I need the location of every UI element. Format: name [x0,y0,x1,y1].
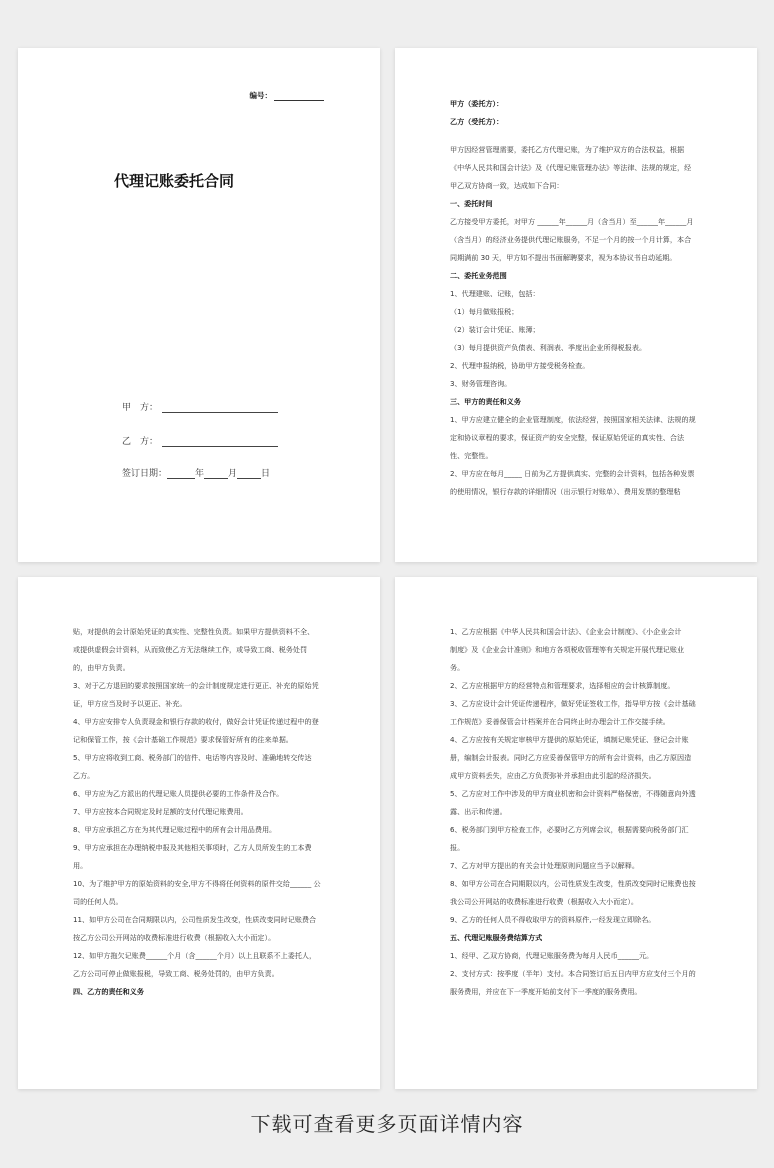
text-line: 记和保管工作，按《会计基础工作规范》要求保管好所有的往来单据。 [73,735,293,744]
text-line: 的，由甲方负责。 [73,663,130,672]
text-line: 的使用情况，银行存款的详细情况（出示银行对账单）、费用发票的整理粘 [450,487,681,496]
text-line: 露、出示和传递。 [450,807,507,816]
party-b-blank [162,436,278,447]
cover-page [18,48,380,562]
year-label: 年 [195,469,205,479]
text-line: 同期满前 30 天，甲方如不提出书面解聘要求，视为本协议书自动延期。 [450,253,677,262]
contract-number [250,90,325,101]
contract-page-4 [395,577,757,1089]
text-line: 证，甲方应当及时予以更正、补充。 [73,699,187,708]
text-line: 5、乙方应对工作中涉及的甲方商业机密和会计资料严格保密，不得随意向外透 [450,789,696,798]
month-blank [204,468,228,479]
text-line: 4、乙方应按有关规定审核甲方提供的原始凭证，填制记账凭证、登记会计账 [450,735,689,744]
party-b-label: 乙 方： [122,437,159,447]
party-a-blank [162,402,278,413]
text-line: 2、代理申报纳税，协助甲方接受税务检查。 [450,361,590,370]
section-heading: 一、委托时间 [450,199,493,208]
text-line: 7、甲方应按本合同规定及时足额的支付代理记账费用。 [73,807,248,816]
text-line: 制度》及《企业会计准则》和地方各项税收管理等有关规定开展代理记账业 [450,645,685,654]
text-line: 用。 [73,861,88,870]
text-line: 1、经甲、乙双方协商，代理记账服务费为每月人民币______元。 [450,951,654,960]
text-line: 9、乙方的任何人员不得收取甲方的资料原件,一经发现立即除名。 [450,915,656,924]
text-line: 定和协议章程的要求，保证资产的安全完整，保证原始凭证的真实性、合法 [450,433,685,442]
text-line: 贴，对提供的会计原始凭证的真实性、完整性负责。如果甲方提供资料不全、 [73,627,315,636]
text-line: 甲方因经营管理需要，委托乙方代理记账，为了维护双方的合法权益，根据 [450,145,685,154]
text-line: 或提供虚假会计资料，从而致使乙方无法继续工作，或导致工商、税务处罚 [73,645,308,654]
text-line: 2、乙方应根据甲方的经营特点和管理要求，选择相应的会计核算制度。 [450,681,675,690]
text-line: 2、支付方式：按季度（半年）支付。本合同签订后五日内甲方应支付三个月的 [450,969,696,978]
section-heading: 五、代理记账服务费结算方式 [450,933,543,942]
sign-date-label: 签订日期： [122,469,168,479]
text-line: 性、完整性。 [450,451,493,460]
text-line: 乙方接受甲方委托，对甲方 ______年______月（含当月）至______年______月 [450,217,694,226]
month-label: 月 [228,469,238,479]
text-line: 乙方公司可停止做账报税，导致工商、税务处罚的，由甲方负责。 [73,969,279,978]
text-line: 服务费用，并应在下一季度开始前支付下一季度的服务费用。 [450,987,642,996]
text-line: （3）每月提供资产负债表、利润表、季度出企业所得税报表。 [450,343,647,352]
text-line: 务。 [450,663,465,672]
text-line: 3、财务管理咨询。 [450,379,512,388]
day-label: 日 [261,469,271,479]
year-blank [167,468,195,479]
text-line: 甲乙双方协商一致，达成如下合同： [450,181,564,190]
party-a-label: 甲 方： [122,403,159,413]
text-line: （含当月）的经济业务提供代理记账服务，不足一个月的按一个月计算，本合 [450,235,692,244]
section-heading: 二、委托业务范围 [450,271,507,280]
party-a-field [122,400,278,413]
text-line: 工作规范》妥善保管会计档案并在合同终止时办理会计工作交接手续。 [450,717,670,726]
text-line: 2、甲方应在每月_____ 日前为乙方提供真实、完整的会计资料，包括各种发票 [450,469,695,478]
section-heading: 甲方（委托方）： [450,99,504,108]
text-line: 1、乙方应根据《中华人民共和国会计法》、《企业会计制度》、《小企业会计 [450,627,682,636]
section-heading: 三、甲方的责任和义务 [450,397,521,406]
text-line: 3、对于乙方退回的要求按照国家统一的会计制度规定进行更正、补充的原始凭 [73,681,319,690]
text-line: 乙方。 [73,771,95,780]
text-line: 12、如甲方拖欠记账费______个月（含______个月）以上且联系不上委托人， [73,951,317,960]
text-line: 7、乙方对甲方提出的有关会计处理原则问题应当予以解释。 [450,861,639,870]
text-line: 按乙方公司公开网站的收费标准进行收费（根据收入大小而定）。 [73,933,276,942]
contract-page-2 [395,48,757,562]
text-line: 5、甲方应将收到工商、税务部门的信件、电话等内容及时、准确地转交传达 [73,753,312,762]
page-2-body [450,95,707,501]
section-heading: 乙方（受托方）： [450,117,504,126]
text-line: 3、乙方应设计会计凭证传递程序，做好凭证签收工作，指导甲方按《会计基础 [450,699,696,708]
text-line: 10、为了维护甲方的原始资料的安全,甲方不得将任何资料的原件交给______ 公 [73,879,321,888]
text-line: 报。 [450,843,465,852]
section-heading: 四、乙方的责任和义务 [73,987,144,996]
party-b-field [122,434,278,447]
text-line: 《中华人民共和国会计法》及《代理记账管理办法》等法律、法规的规定，经 [450,163,692,172]
contract-page-3 [18,577,380,1089]
download-more-note: 下载可查看更多页面详情内容 [250,1112,524,1136]
text-line: 成甲方资料丢失，应由乙方负责弥补并承担由此引起的经济损失。 [450,771,656,780]
contract-number-blank [274,92,324,101]
text-line: 6、税务部门到甲方检查工作，必要时乙方列席会议，根据需要向税务部门汇 [450,825,689,834]
text-line: 1、甲方应建立健全的企业管理制度，依法经营，按照国家相关法律、法规的规 [450,415,696,424]
day-blank [237,468,261,479]
sign-date-field [122,466,270,479]
text-line: 6、甲方应为乙方派出的代理记账人员提供必要的工作条件及合作。 [73,789,284,798]
text-line: 1、代理建账、记账，包括： [450,289,540,298]
page-3-body [73,623,330,1001]
text-line: （1）每月做账报税； [450,307,519,316]
text-line: 8、甲方应承担乙方在为其代理记账过程中的所有会计用品费用。 [73,825,277,834]
page-4-body [450,623,707,1001]
text-line: 我公司公开网站的收费标准进行收费（根据收入大小而定）。 [450,897,638,906]
text-line: 司的任何人员。 [73,897,123,906]
text-line: 11、如甲方公司在合同期限以内，公司性质发生改变，性质改变同时记账费合 [73,915,317,924]
contract-number-label: 编号： [249,91,272,100]
contract-title: 代理记账委托合同 [113,172,234,190]
text-line: （2）装订会计凭证、账簿； [450,325,540,334]
text-line: 9、甲方应承担在办理纳税申报及其他相关事项时，乙方人员所发生的工本费 [73,843,312,852]
text-line: 4、甲方应安排专人负责现金和银行存款的收付，做好会计凭证传递过程中的登 [73,717,319,726]
text-line: 8、如甲方公司在合同期限以内，公司性质发生改变，性质改变同时记账费也按 [450,879,696,888]
text-line: 册，编制会计报表。同时乙方应妥善保管甲方的所有会计资料，由乙方原因造 [450,753,692,762]
